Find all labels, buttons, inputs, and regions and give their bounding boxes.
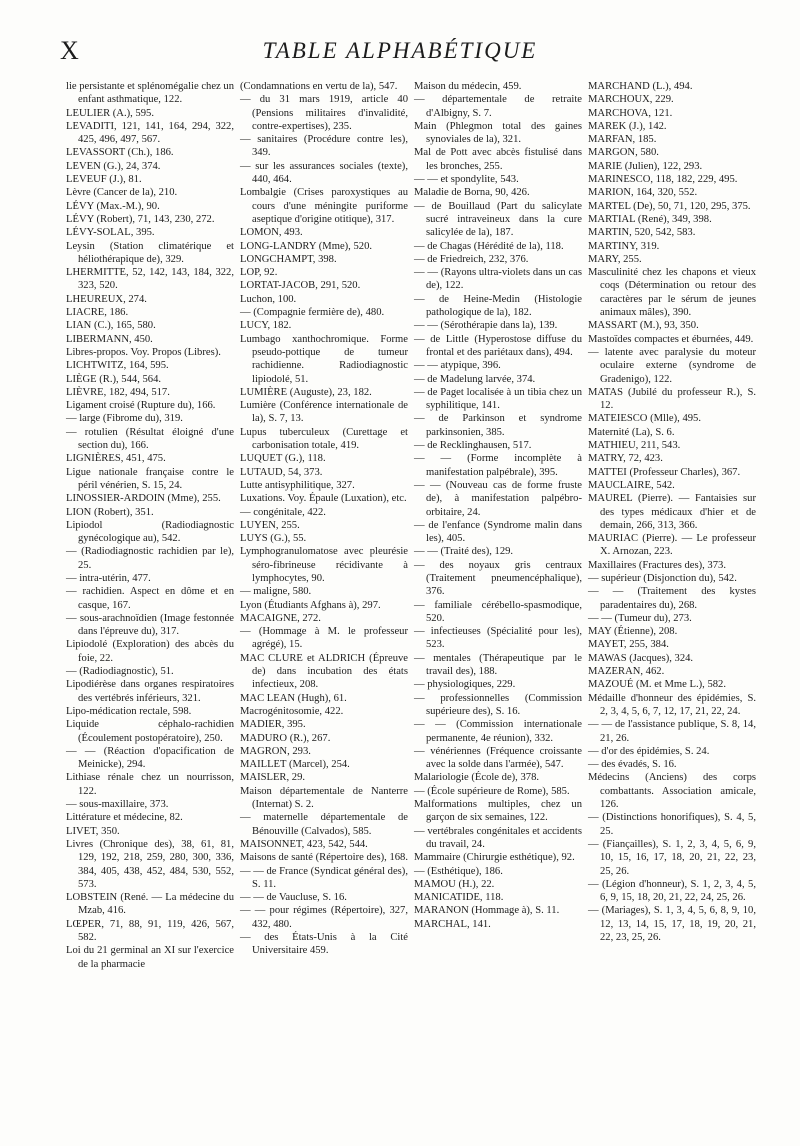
- index-entry: MARTIAL (René), 349, 398.: [588, 213, 712, 225]
- index-entry: — — (Forme incomplète à manifestation palpébrale), 395.: [414, 453, 582, 478]
- index-entry: — — (Nouveau cas de forme fruste de), à manifestation palpébro-orbitaire, 24.: [414, 479, 582, 518]
- index-entry: Leysin (Station climatérique et héliothérapique de), 329.: [66, 240, 234, 265]
- index-entry: MATTEI (Professeur Charles), 367.: [588, 466, 741, 478]
- index-entry: Médaille d'honneur des épidémies, S. 2, 3, 4, 5, 6, 7, 12, 17, 21, 22, 24.: [588, 692, 756, 717]
- index-entry: — (Radiodiagnostic), 51.: [66, 666, 174, 678]
- index-entry: LOP, 92.: [240, 267, 278, 279]
- index-entry: — vertébrales congénitales et accidents du travail, 24.: [414, 825, 582, 850]
- index-entry: — — pour régimes (Répertoire), 327, 432, 480.: [240, 905, 408, 930]
- page-number: X: [60, 36, 80, 65]
- index-entry: MARINESCO, 118, 182, 229, 495.: [588, 174, 738, 186]
- index-entry: — — de Vaucluse, S. 16.: [240, 892, 347, 904]
- index-entry: MAZOUÉ (M. et Mme L.), 582.: [588, 679, 726, 691]
- index-entry: MAY (Étienne), 208.: [588, 626, 678, 638]
- index-entry: — (Hommage à M. le professeur agrégé), 15.: [240, 626, 408, 651]
- index-entry: MARANON (Hommage à), S. 11.: [414, 905, 560, 917]
- index-entry: LUCY, 182.: [240, 320, 292, 332]
- index-entry: Mammaire (Chirurgie esthétique), 92.: [414, 852, 575, 864]
- index-entry: Lèvre (Cancer de la), 210.: [66, 187, 178, 199]
- index-entry: MAGRON, 293.: [240, 745, 311, 757]
- page-title: TABLE ALPHABÉTIQUE: [262, 38, 538, 63]
- index-entry: — maligne, 580.: [240, 586, 312, 598]
- index-entry: LIVET, 350.: [66, 825, 120, 837]
- index-entry: MARY, 255.: [588, 253, 642, 265]
- index-entry: — de Paget localisée à un tibia chez un syphilitique, 141.: [414, 386, 582, 412]
- index-entry: MADURO (R.), 267.: [240, 732, 331, 744]
- index-entry: LINOSSIER-ARDOIN (Mme), 255.: [66, 493, 221, 505]
- index-entry: — intra-utérin, 477.: [66, 572, 151, 584]
- index-entry: MAWAS (Jacques), 324.: [588, 652, 694, 664]
- index-entry: — des noyaux gris centraux (Traitement pneumencéphalique), 376.: [414, 559, 582, 598]
- index-entry: LŒPER, 71, 88, 91, 119, 426, 567, 582.: [66, 918, 234, 943]
- index-entry: — — de l'assistance publique, S. 8, 14, 21, 26.: [588, 719, 756, 744]
- index-entry: Main (Phlegmon total des gaines synoviales de la), 321.: [414, 120, 582, 146]
- index-entry: MATRY, 72, 423.: [588, 453, 663, 465]
- index-entry: Lombalgie (Crises paroxystiques au cours d'une méningite puriforme aseptique d'origine otitique), 317.: [240, 187, 408, 225]
- index-entry: Lithiase rénale chez un nourrisson, 122.: [66, 772, 234, 797]
- index-entry: LEULIER (A.), 595.: [66, 107, 154, 119]
- index-entry: Lutte antisyphilitique, 327.: [240, 479, 355, 491]
- index-entry: LUTAUD, 54, 373.: [240, 466, 323, 478]
- index-entry: MACAIGNE, 272.: [240, 612, 321, 624]
- index-column-4: [588, 80, 756, 971]
- index-entry: LÉVY (Robert), 71, 143, 230, 272.: [66, 213, 215, 225]
- index-entry: — — (Traitement des kystes paradentaires du), 268.: [588, 586, 756, 611]
- index-column-1: [66, 80, 234, 971]
- index-entry: — de Parkinson et syndrome parkinsonien, 385.: [414, 413, 582, 438]
- index-entry: — de Little (Hyperostose diffuse du frontal et des pariétaux dans), 494.: [414, 333, 582, 358]
- index-entry: Maxillaires (Fractures des), 373.: [588, 559, 726, 571]
- index-entry: MARFAN, 185.: [588, 134, 657, 146]
- index-entry: MARGON, 580.: [588, 147, 659, 159]
- index-entry: Mastoïdes compactes et éburnées, 449.: [588, 333, 754, 345]
- index-entry: LHERMITTE, 52, 142, 143, 184, 322, 323, 520.: [66, 267, 234, 292]
- index-entry: LIAN (C.), 165, 580.: [66, 320, 156, 332]
- index-entry: MAILLET (Marcel), 254.: [240, 759, 350, 771]
- index-entry: LUYS (G.), 55.: [240, 533, 307, 545]
- index-entry: — du 31 mars 1919, article 40 (Pensions militaires d'invalidité, contre-expertises), 235.: [240, 94, 408, 132]
- index-entry: Liquide céphalo-rachidien (Écoulement postopératoire), 250.: [66, 719, 234, 744]
- index-entry: Maison du médecin, 459.: [414, 81, 522, 92]
- index-entry: MAISONNET, 423, 542, 544.: [240, 838, 368, 850]
- index-entry: — — (Réaction d'opacification de Meinicke), 294.: [66, 745, 234, 771]
- index-entry: — des États-Unis à la Cité Universitaire 459.: [240, 932, 408, 957]
- index-entry: — sous-maxillaire, 373.: [66, 799, 169, 811]
- index-entry: MAMOU (H.), 22.: [414, 878, 495, 890]
- index-entry: — maternelle départementale de Bénouville (Calvados), 585.: [240, 812, 408, 837]
- index-entry: — (Fiançailles), S. 1, 2, 3, 4, 5, 6, 9, 10, 15, 16, 17, 18, 20, 21, 22, 23, 25, 26.: [588, 838, 756, 877]
- index-entry: — de Heine-Medin (Histologie pathologique de la), 182.: [414, 293, 582, 319]
- index-entry: — supérieur (Disjonction du), 542.: [588, 572, 737, 584]
- index-entry: — (Radiodiagnostic rachidien par le), 25.: [66, 546, 234, 571]
- index-entry: Lupus tuberculeux (Curettage et carbonisation totale, 419.: [240, 426, 408, 452]
- index-entry: Masculinité chez les chapons et vieux coqs (Détermination ou retour des caractères par le sérum de jeunes animaux mâles), 390.: [588, 267, 756, 319]
- index-column-3: [414, 80, 582, 971]
- index-entry: (Condamnations en vertu de la), 547.: [240, 81, 398, 92]
- index-entry: — de Recklinghausen, 517.: [414, 440, 532, 452]
- index-entry: lie persistante et splénomégalie chez un enfant asthmatique, 122.: [66, 81, 234, 106]
- index-entry: MARION, 164, 320, 552.: [588, 187, 698, 199]
- index-entry: LORTAT-JACOB, 291, 520.: [240, 280, 361, 292]
- index-entry: LIBERMANN, 450.: [66, 333, 153, 345]
- index-entry: Lumbago xanthochromique. Forme pseudo-pottique de tumeur rachidienne. Radiodiagnostic lipiodolé, 51.: [240, 333, 408, 385]
- index-entry: Ligament croisé (Rupture du), 166.: [66, 400, 216, 412]
- index-entry: Médecins (Anciens) des corps combattants. Association amicale, 126.: [588, 772, 756, 811]
- index-entry: — sous-arachnoïdien (Image festonnée dans l'épreuve du), 317.: [66, 612, 234, 638]
- index-entry: — de Chagas (Hérédité de la), 118.: [414, 240, 564, 252]
- index-entry: — congénitale, 422.: [240, 506, 326, 518]
- index-entry: LEVASSORT (Ch.), 186.: [66, 147, 174, 159]
- index-entry: LEVEUF (J.), 81.: [66, 174, 142, 186]
- index-entry: — — (Traité des), 129.: [414, 546, 514, 558]
- index-entry: LÉVY-SOLAL, 395.: [66, 227, 155, 239]
- index-entry: LUMIÈRE (Auguste), 23, 182.: [240, 386, 372, 398]
- index-entry: LUQUET (G.), 118.: [240, 453, 326, 465]
- index-entry: — sur les assurances sociales (texte), 440, 464.: [240, 160, 408, 186]
- index-entry: — — de France (Syndicat général des), S. 11.: [240, 865, 408, 890]
- index-entry: MARCHOUX, 229.: [588, 94, 674, 106]
- index-entry: LHEUREUX, 274.: [66, 293, 147, 305]
- index-entry: Mal de Pott avec abcès fistulisé dans les bronches, 255.: [414, 147, 582, 172]
- index-entry: Macrogénitosomie, 422.: [240, 705, 344, 717]
- index-entry: MATHIEU, 211, 543.: [588, 440, 681, 452]
- index-entry: — professionnelles (Commission supérieure des), S. 16.: [414, 692, 582, 717]
- index-entry: MAURIAC (Pierre). — Le professeur X. Arnozan, 223.: [588, 533, 756, 558]
- index-entry: MAUCLAIRE, 542.: [588, 479, 675, 491]
- index-entry: — rachidien. Aspect en dôme et en casque, 167.: [66, 586, 234, 611]
- index-entry: Lyon (Étudiants Afghans à), 297.: [240, 599, 381, 611]
- index-entry: — sanitaires (Procédure contre les), 349.: [240, 134, 408, 159]
- index-entry: — départementale de retraite d'Albigny, S. 7.: [414, 94, 582, 119]
- index-entry: MATEIESCO (Mlle), 495.: [588, 413, 701, 425]
- index-entry: LOMON, 493.: [240, 227, 303, 239]
- index-entry: — d'or des épidémies, S. 24.: [588, 745, 710, 757]
- index-entry: Lumière (Conférence internationale de la), S. 7, 13.: [240, 400, 408, 425]
- index-entry: MARCHOVA, 121.: [588, 107, 673, 119]
- index-entry: Luchon, 100.: [240, 293, 297, 305]
- index-entry: Libres-propos. Voy. Propos (Libres).: [66, 346, 221, 358]
- index-entry: — (Mariages), S. 1, 3, 4, 5, 6, 8, 9, 10, 12, 13, 14, 15, 17, 18, 19, 20, 21, 22, 23, 25, 26.: [588, 905, 756, 943]
- index-entry: Littérature et médecine, 82.: [66, 812, 183, 824]
- index-entry: MARTINY, 319.: [588, 240, 660, 252]
- index-entry: — large (Fibrome du), 319.: [66, 413, 183, 425]
- index-entry: MAC LEAN (Hugh), 61.: [240, 692, 347, 704]
- index-entry: Luxations. Voy. Épaule (Luxation), etc.: [240, 493, 407, 505]
- index-entry: — de l'enfance (Syndrome malin dans les), 405.: [414, 519, 582, 545]
- index-entry: Lipiodolé (Exploration) des abcès du foie, 22.: [66, 639, 234, 664]
- index-entry: Malformations multiples, chez un garçon de six semaines, 122.: [414, 799, 582, 824]
- index-entry: LIACRE, 186.: [66, 307, 129, 319]
- index-entry: LEVADITI, 121, 141, 164, 294, 322, 425, 496, 497, 567.: [66, 120, 234, 146]
- index-entry: Ligue nationale française contre le péril vénérien, S. 15, 24.: [66, 466, 234, 491]
- index-entry: LIÈVRE, 182, 494, 517.: [66, 386, 170, 398]
- index-entry: MARIE (Julien), 122, 293.: [588, 160, 703, 172]
- index-column-2: [240, 80, 408, 971]
- index-entry: MAZERAN, 462.: [588, 666, 665, 678]
- index-entry: LUYEN, 255.: [240, 519, 300, 531]
- index-entry: — vénériennes (Fréquence croissante avec la solde dans l'armée), 547.: [414, 745, 582, 771]
- index-entry: — infectieuses (Spécialité pour les), 523.: [414, 626, 582, 651]
- index-entry: LONGCHAMPT, 398.: [240, 253, 337, 265]
- index-entry: MANICATIDE, 118.: [414, 892, 504, 904]
- index-entry: — de Friedreich, 232, 376.: [414, 253, 529, 265]
- index-entry: Maison départementale de Nanterre (Internat) S. 2.: [240, 785, 408, 811]
- index-entry: Maladie de Borna, 90, 426.: [414, 187, 530, 199]
- index-entry: — familiale cérébello-spasmodique, 520.: [414, 599, 582, 624]
- index-entry: MAISLER, 29.: [240, 772, 306, 784]
- index-entry: — de Madelung larvée, 374.: [414, 373, 536, 385]
- index-entry: LOBSTEIN (René. — La médecine du Mzab, 416.: [66, 892, 234, 917]
- index-entry: Maisons de santé (Répertoire des), 168.: [240, 852, 408, 864]
- index-entry: — de Bouillaud (Part du salicylate sucré intraveineux dans la cure salicylée de la), 187.: [414, 200, 582, 239]
- index-entry: MARTEL (De), 50, 71, 120, 295, 375.: [588, 200, 751, 212]
- index-entry: LIÈGE (R.), 544, 564.: [66, 373, 162, 385]
- index-entry: MARCHAL, 141.: [414, 918, 491, 930]
- index-entry: LEVEN (G.), 24, 374.: [66, 160, 161, 172]
- index-entry: — (Distinctions honorifiques), S. 4, 5, 25.: [588, 812, 756, 837]
- index-entry: — — et spondylite, 543.: [414, 174, 519, 186]
- index-entry: MAYET, 255, 384.: [588, 639, 669, 651]
- index-entry: — (École supérieure de Rome), 585.: [414, 785, 570, 797]
- index-entry: — — atypique, 396.: [414, 360, 501, 372]
- index-columns: [66, 80, 760, 971]
- index-entry: — — (Sérothérapie dans la), 139.: [414, 320, 558, 332]
- index-entry: — (Légion d'honneur), S. 1, 2, 3, 4, 5, 6, 9, 15, 18, 20, 21, 22, 24, 25, 26.: [588, 878, 756, 904]
- index-entry: — — (Rayons ultra-violets dans un cas de), 122.: [414, 267, 582, 292]
- index-entry: MAC CLURE et ALDRICH (Épreuve de) dans incubation des états infectieux, 208.: [240, 652, 408, 691]
- index-entry: — latente avec paralysie du moteur oculaire externe (syndrome de Gradenigo), 122.: [588, 346, 756, 385]
- index-entry: LION (Robert), 351.: [66, 506, 154, 518]
- index-entry: — — (Commission internationale permanente, 4e réunion), 332.: [414, 719, 582, 744]
- index-entry: LIGNIÈRES, 451, 475.: [66, 453, 166, 465]
- index-entry: MAUREL (Pierre). — Fantaisies sur des types médicaux d'hier et de demain, 266, 313, 366.: [588, 493, 756, 531]
- index-entry: LICHTWITZ, 164, 595.: [66, 360, 169, 372]
- index-entry: LÉVY (Max.-M.), 90.: [66, 200, 160, 212]
- index-entry: MATAS (Jubilé du professeur R.), S. 12.: [588, 386, 756, 412]
- index-entry: MARCHAND (L.), 494.: [588, 81, 693, 92]
- index-entry: Lipiodol (Radiodiagnostic gynécologique au), 542.: [66, 519, 234, 545]
- index-entry: MAREK (J.), 142.: [588, 120, 667, 132]
- index-entry: Maternité (La), S. 6.: [588, 426, 675, 438]
- index-entry: MARTIN, 520, 542, 583.: [588, 227, 696, 239]
- index-entry: — (Esthétique), 186.: [414, 865, 503, 877]
- index-entry: — physiologiques, 229.: [414, 679, 516, 691]
- index-entry: Lipodiérèse dans organes respiratoires des vertébrés inférieurs, 321.: [66, 679, 234, 704]
- index-entry: — (Compagnie fermière de), 480.: [240, 307, 385, 319]
- index-entry: MASSART (M.), 93, 350.: [588, 320, 699, 332]
- index-entry: — des évadés, S. 16.: [588, 759, 677, 771]
- index-entry: Loi du 21 germinal an XI sur l'exercice de la pharmacie: [66, 945, 234, 970]
- index-entry: — mentales (Thérapeutique par le travail des), 188.: [414, 652, 582, 678]
- index-entry: Lymphogranulomatose avec pleurésie séro-fibrineuse récidivante à lymphocytes, 90.: [240, 546, 408, 584]
- index-entry: MADIER, 395.: [240, 719, 306, 731]
- index-entry: — rotulien (Résultat éloigné d'une section du), 166.: [66, 426, 234, 452]
- index-entry: Livres (Chronique des), 38, 61, 81, 129, 192, 218, 259, 280, 300, 336, 384, 405, 438, 452, 484, 530, 552, 573.: [66, 838, 234, 890]
- index-entry: LONG-LANDRY (Mme), 520.: [240, 240, 373, 252]
- index-entry: Malariologie (École de), 378.: [414, 772, 540, 784]
- index-entry: Lipo-médication rectale, 598.: [66, 705, 192, 717]
- index-entry: — — (Tumeur du), 273.: [588, 612, 692, 624]
